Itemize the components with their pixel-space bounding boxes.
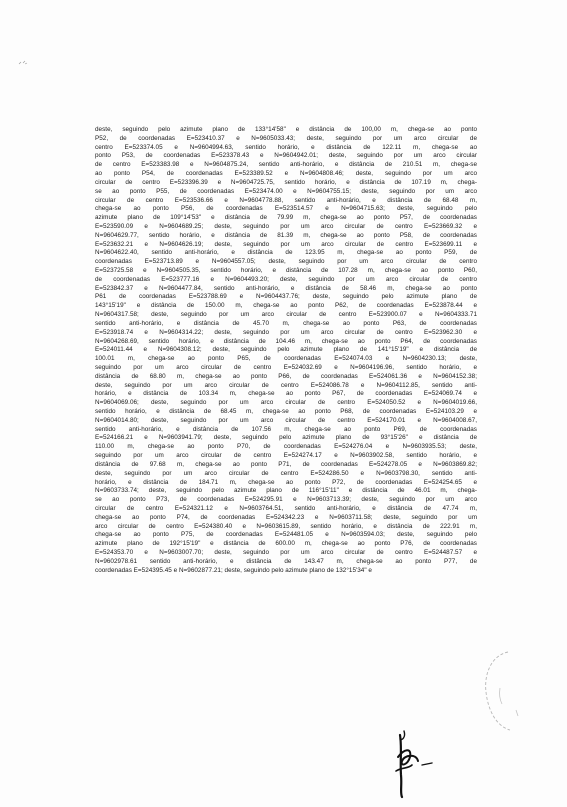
signature-icon bbox=[388, 727, 436, 799]
text-line: de centro E=523383.98 e N=9604875.24, sentido anti-horário, e distância de 210.51 m, chega-se bbox=[95, 161, 477, 169]
text-line: 143°15'19" e distância de 150.00 m, chega-se ao ponto P62, de coordenadas E=523878.44 e bbox=[95, 302, 477, 310]
text-line: sentido anti-horário, e distância de 107.56 m, chega-se ao ponto P69, de coordenadas bbox=[95, 425, 477, 433]
text-line: N=9604317.58; deste, seguindo por um arco circular de centro E=523900.07 e N=9604333.71 bbox=[95, 311, 477, 319]
text-line: se ao ponto P55, de coordenadas E=523474.00 e N=9604755.15; deste, seguindo por um arco bbox=[95, 187, 477, 195]
text-line: N=9602978.61 sentido anti-horário, e distância de 143.47 m, chega-se ao ponto P77, de bbox=[95, 557, 477, 565]
scan-speck-icon bbox=[18, 60, 28, 66]
memorial-description-text bbox=[95, 126, 477, 575]
text-line: circular de centro E=523396.39 e N=9604725.75, sentido horário, e distância de 107.19 m, chega- bbox=[95, 178, 477, 186]
text-line: sentido anti-horário, e distância de 45.70 m, chega-se ao ponto P63, de coordenadas bbox=[95, 319, 477, 327]
text-line: N=9604014.80; deste, seguindo por um arco circular de centro E=524170.01 e N=9604008.67, bbox=[95, 416, 477, 424]
text-line: deste, seguindo por um arco circular de centro E=524086.78 e N=9604112.85, sentido anti- bbox=[95, 381, 477, 389]
text-line: E=523632.21 e N=9604626.19; deste, seguindo por um arco circular de centro E=523699.11 e bbox=[95, 240, 477, 248]
text-line: chega-se ao ponto P56, de coordenadas E=523514.57 e N=9604715.63; deste, seguindo pelo bbox=[95, 205, 477, 213]
text-line: azimute plano de 192°15'19" e distância de 600.00 m, chega-se ao ponto P76, de coordenadas bbox=[95, 540, 477, 548]
text-line: de coordenadas E=523777.16 e N=9604493.20; deste, seguindo por um arco circular de centro bbox=[95, 275, 477, 283]
text-line: E=523590.09 e N=9604689.25; deste, seguindo por um arco circular de centro E=523669.32 e bbox=[95, 222, 477, 230]
text-line: azimute plano de 109°14'53" e distância de 79.99 m, chega-se ao ponto P57, de coordenadas bbox=[95, 214, 477, 222]
text-line: deste, seguindo pelo azimute plano de 133°14'58" e distância de 100,00 m, chega-se ao ponto bbox=[95, 126, 477, 133]
text-line: 110.00 m, chega-se ao ponto P70, de coordenadas E=524276.04 e N=9603935.53; deste, bbox=[95, 443, 477, 451]
text-line: coordenadas E=523713.89 e N=9604557.05; deste, seguindo por um arco circular de centro bbox=[95, 258, 477, 266]
text-line: distância de 97.68 m, chega-se ao ponto P71, de coordenadas E=524278.05 e N=9603869.82; bbox=[95, 460, 477, 468]
text-line: arco circular de centro E=524380.40 e N=9603615.89, sentido horário, e distância de 222.91 m, bbox=[95, 522, 477, 530]
text-line: E=523842.37 e N=9604477.84, sentido anti-horário, e distância de 58.46 m, chega-se ao ponto bbox=[95, 284, 477, 292]
text-line: ao ponto P54, de coordenadas E=523389.52 e N=9604808.46; deste, seguindo por um arco bbox=[95, 170, 477, 178]
text-line: circular de centro E=524321.12 e N=9603764.51, sentido anti-horário, e distância de 47.74 m, bbox=[95, 504, 477, 512]
text-line: N=9604622.40, sentido anti-horário, e distância de 123.95 m, chega-se ao ponto P59, de bbox=[95, 249, 477, 257]
text-line: ponto P53, de coordenadas E=523378.43 e N=9604942.01; deste, seguindo por um arco circular bbox=[95, 152, 477, 160]
text-line: N=9604629.77, sentido horário, e distância de 81.39 m, chega-se ao ponto P58, de coordenadas bbox=[95, 231, 477, 239]
text-line: P61 de coordenadas E=523788.69 e N=9604437.76; deste, seguindo pelo azimute plano de bbox=[95, 293, 477, 301]
text-line: 100.01 m, chega-se ao ponto P65, de coordenadas E=524074.03 e N=9604230.13; deste, bbox=[95, 355, 477, 363]
text-line: coordenadas E=524395.45 e N=9602877.21; deste, seguindo pelo azimute plano de 132°15'34" e bbox=[95, 566, 372, 574]
text-line: E=524011.44 e N=9604308.12; deste, seguindo pelo azimute plano de 141°15'19" e distância de bbox=[95, 346, 477, 354]
text-line: E=523918.74 e N=9604314.22; deste, seguindo por um arco circular de centro E=523962.30 e bbox=[95, 328, 477, 336]
text-line: chega-se ao ponto P75, de coordenadas E=524481.05 e N=9603594.03; deste, seguindo pelo bbox=[95, 531, 477, 539]
text-line: deste, seguindo por um arco circular de centro E=524286.50 e N=9603798.30, sentido anti- bbox=[95, 469, 477, 477]
text-line: chega-se ao ponto P74, de coordenadas E=524342.23 e N=9603711.58; deste, seguindo por um bbox=[95, 513, 477, 521]
text-line: horário, e distância de 103.34 m, chega-se ao ponto P67, de coordenadas E=524069.74 e bbox=[95, 390, 477, 398]
text-line: seguindo por um arco circular de centro E=524032.69 e N=9604196.96, sentido horário, e bbox=[95, 363, 477, 371]
text-line: E=524353.70 e N=9603007.70; deste, seguindo por um arco circular de centro E=524487.57 e bbox=[95, 549, 477, 556]
text-line: centro E=523374.05 e N=9604994.63, sentido horário, e distância de 122.11 m, chega-se ao bbox=[95, 143, 477, 151]
text-line: distância de 68.80 m, chega-se ao ponto P66, de coordenadas E=524061.36 e N=9604152.38; bbox=[95, 372, 477, 380]
stamp-outline-icon bbox=[478, 648, 538, 734]
text-line: sentido horário, e distância de 68.45 m, chega-se ao ponto P68, de coordenadas E=524103.29 e bbox=[95, 408, 477, 415]
text-line: E=524166.21 e N=9603941.79; deste, seguindo pelo azimute plano de 93°15'26" e distância de bbox=[95, 434, 477, 442]
text-line: N=9604268.69, sentido horário, e distância de 104.46 m, chega-se ao ponto P64, de coordenadas bbox=[95, 337, 477, 345]
text-line: se ao ponto P73, de coordenadas E=524295.91 e N=9603713.39; deste, seguindo por um arco bbox=[95, 496, 477, 504]
text-line: circular de centro E=523536.66 e N=9604778.88, sentido anti-horário, e distância de 68.48 m, bbox=[95, 196, 477, 204]
text-line: seguindo por um arco circular de centro E=524274.17 e N=9603902.58, sentido horário, e bbox=[95, 452, 477, 460]
text-line: E=523725.58 e N=9604505.35, sentido horário, e distância de 107.28 m, chega-se ao ponto P60, bbox=[95, 267, 477, 274]
text-line: N=9603733.74; deste, seguindo pelo azimute plano de 116°15'11" e distância de 46.01 m, chega- bbox=[95, 487, 477, 495]
text-line: N=9604069.06; deste, seguindo por um arco circular de centro E=524050.52 e N=9604019.66, bbox=[95, 399, 477, 407]
text-line: horário, e distância de 184.71 m, chega-se ao ponto P72, de coordenadas E=524254.65 e bbox=[95, 478, 477, 486]
text-line: P52, de coordenadas E=523410.37 e N=9605033.43; deste, seguindo por um arco circular de bbox=[95, 134, 477, 142]
